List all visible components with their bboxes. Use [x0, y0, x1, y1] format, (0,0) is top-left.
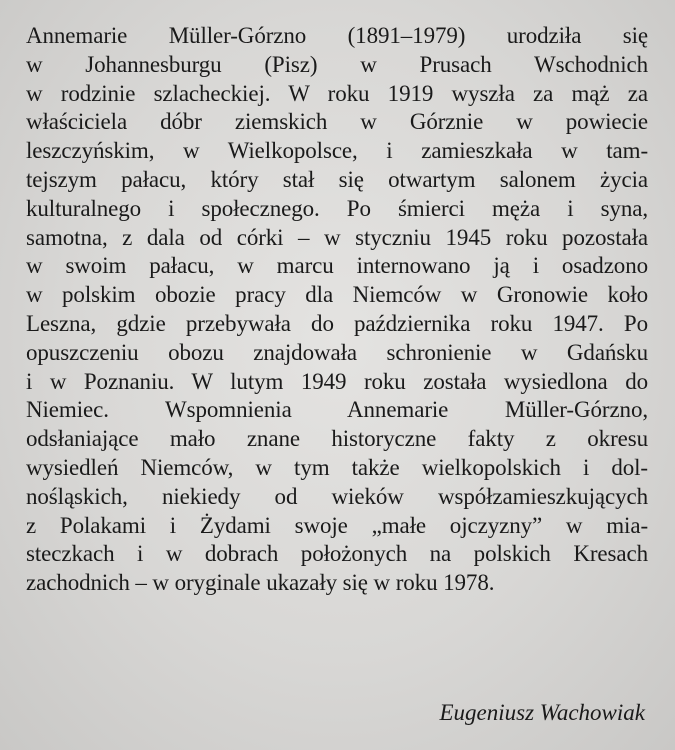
text-line-13: i w Poznaniu. W lutym 1949 roku została wysiedlona do: [26, 368, 648, 394]
text-line-4: właściciela dóbr ziemskich w Górznie w powiecie: [26, 109, 648, 135]
text-line-2: w Johannesburgu (Pisz) w Prusach Wschodnich: [26, 51, 648, 77]
text-line-14: Niemiec. Wspomnienia Annemarie Müller-Górzno,: [26, 397, 648, 423]
body-paragraph: [26, 22, 648, 598]
text-line-9: w swoim pałacu, w marcu internowano ją i osadzono: [26, 253, 648, 279]
text-line-7: kulturalnego i społecznego. Po śmierci męża i syna,: [26, 195, 648, 221]
text-line-1: Annemarie Müller-Górzno (1891–1979) urodziła się: [26, 23, 648, 48]
text-line-17: nośląskich, niekiedy od wieków współzamieszkujących: [26, 483, 648, 509]
author-signature: Eugeniusz Wachowiak: [439, 700, 645, 725]
text-line-15: odsłaniające mało znane historyczne fakty z okresu: [26, 426, 648, 452]
text-line-18: z Polakami i Żydami swoje „małe ojczyzny” w mia-: [26, 512, 648, 538]
text-line-11: Leszna, gdzie przebywała do października roku 1947. Po: [26, 310, 648, 336]
text-line-5: leszczyńskim, w Wielkopolsce, i zamieszkała w tam-: [26, 138, 648, 164]
text-line-20: zachodnich – w oryginale ukazały się w roku 1978.: [26, 570, 495, 596]
text-line-6: tejszym pałacu, który stał się otwartym salonem życia: [26, 166, 648, 192]
text-line-12: opuszczeniu obozu znajdowała schronienie w Gdańsku: [26, 339, 648, 365]
text-line-3: w rodzinie szlacheckiej. W roku 1919 wyszła za mąż za: [26, 80, 648, 106]
text-line-8: samotna, z dala od córki – w styczniu 1945 roku pozostała: [26, 224, 648, 250]
text-line-16: wysiedleń Niemców, w tym także wielkopolskich i dol-: [26, 454, 648, 480]
text-line-19: steczkach i w dobrach położonych na polskich Kresach: [26, 541, 648, 567]
text-line-10: w polskim obozie pracy dla Niemców w Gronowie koło: [26, 282, 648, 308]
